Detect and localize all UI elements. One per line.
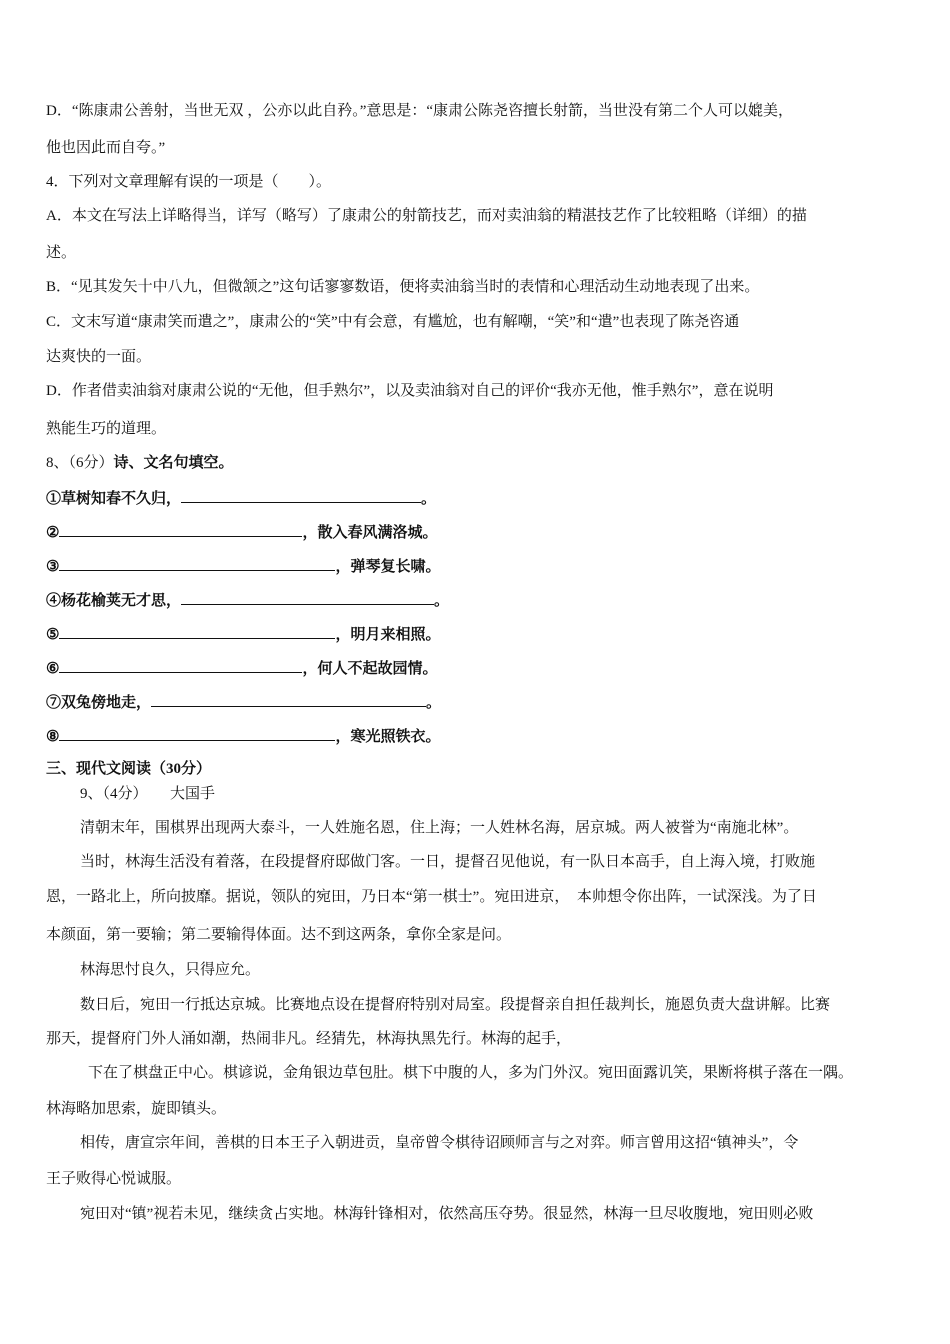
fill-item-1: ①草树知春不久归， 。 (46, 487, 436, 509)
answer-blank[interactable] (181, 487, 421, 503)
passage-line: 王子败得心悦诚服。 (46, 1171, 182, 1187)
option-d-cont: 熟能生巧的道理。 (46, 421, 167, 437)
answer-blank[interactable] (59, 657, 302, 673)
passage-line: 宛田对“镇”视若未见，继续贪占实地。林海针锋相对，依然高压夺势。很显然，林海一旦尽收腹地，宛田则必败 (80, 1206, 814, 1222)
fill-item-4: ④杨花榆荚无才思， 。 (46, 589, 449, 611)
fill-item-2: ② ，散入春风满洛城。 (46, 521, 437, 543)
passage-line: 数日后，宛田一行抵达京城。比赛地点设在提督府特别对局室。段提督亲自担任裁判长，施恩负责大盘讲解。比赛 (80, 997, 831, 1013)
passage-line: 下在了棋盘正中心。棋谚说，金角银边草包肚。棋下中腹的人，多为门外汉。宛田面露讥笑，果断将棋子落在一隅。 (88, 1065, 854, 1081)
option-a-cont: 述。 (46, 245, 77, 261)
question-header (46, 453, 234, 473)
passage-line: 林海略加思索，旋即镇头。 (46, 1101, 227, 1117)
option-c-cont: 达爽快的一面。 (46, 349, 152, 365)
option-a: A．本文在写法上详略得当，详写（略写）了康肃公的射箭技艺，而对卖油翁的精湛技艺作了比较粗略（详细）的描 (46, 208, 807, 224)
section-heading: 三、现代文阅读（30分） (46, 761, 212, 777)
question-9-title: 9、（4分） 大国手 (80, 786, 216, 802)
answer-blank[interactable] (151, 691, 426, 707)
fill-item-5: ⑤ ，明月来相照。 (46, 623, 440, 645)
text-line: D．“陈康肃公善射，当世无双 ，公亦以此自矜。”意思是：“康肃公陈尧咨擅长射箭，当世没有第二个人可以媲美， (46, 103, 794, 119)
passage-line: 林海思忖良久，只得应允。 (80, 962, 261, 978)
option-d: D．作者借卖油翁对康肃公说的“无他，但手熟尔”，以及卖油翁对自己的评价“我亦无他，惟手熟尔”，意在说明 (46, 383, 774, 399)
option-b: B．“见其发矢十中八九，但微颔之”这句话寥寥数语，便将卖油翁当时的表情和心理活动生动地表现了出来。 (46, 279, 760, 295)
passage-line: 清朝末年，围棋界出现两大泰斗，一人姓施名恩，住上海；一人姓林名海，居京城。两人被誉为“南施北林”。 (80, 820, 799, 836)
option-c: C．文末写道“康肃笑而遣之”，康肃公的“笑”中有会意，有尴尬，也有解嘲，“笑”和“遣”也表现了陈尧咨通 (46, 314, 740, 330)
answer-blank[interactable] (59, 555, 335, 571)
passage-line: 恩，一路北上，所向披靡。据说，领队的宛田，乃日本“第一棋士”。宛田进京， 本帅想令你出阵，一试深浅。为了日 (46, 889, 817, 905)
text-line: 他也因此而自夸。” (46, 140, 166, 156)
answer-blank[interactable] (59, 725, 335, 741)
answer-blank[interactable] (181, 589, 434, 605)
passage-line: 本颜面，第一要输；第二要输得体面。达不到这两条，拿你全家是问。 (46, 927, 512, 943)
question-title: 诗、文名句填空。 (113, 455, 234, 471)
question-stem: 4．下列对文章理解有误的一项是（ ）。 (46, 174, 332, 190)
passage-line: 那天，提督府门外人涌如潮，热闹非凡。经猜先，林海执黑先行。林海的起手， (46, 1031, 572, 1047)
answer-blank[interactable] (59, 521, 302, 537)
answer-blank[interactable] (59, 623, 335, 639)
passage-line: 当时，林海生活没有着落，在段提督府邸做门客。一日，提督召见他说，有一队日本高手，自上海入境，打败施 (80, 854, 816, 870)
passage-line: 相传，唐宣宗年间，善棋的日本王子入朝进贡，皇帝曾令棋待诏顾师言与之对弈。师言曾用这招“镇神头”，令 (80, 1135, 799, 1151)
fill-item-8: ⑧ ，寒光照铁衣。 (46, 725, 440, 747)
question-number: 8、（6分） (46, 455, 114, 471)
fill-item-7: ⑦双兔傍地走， 。 (46, 691, 441, 713)
fill-item-6: ⑥ ，何人不起故园情。 (46, 657, 437, 679)
fill-item-3: ③ ，弹琴复长啸。 (46, 555, 440, 577)
